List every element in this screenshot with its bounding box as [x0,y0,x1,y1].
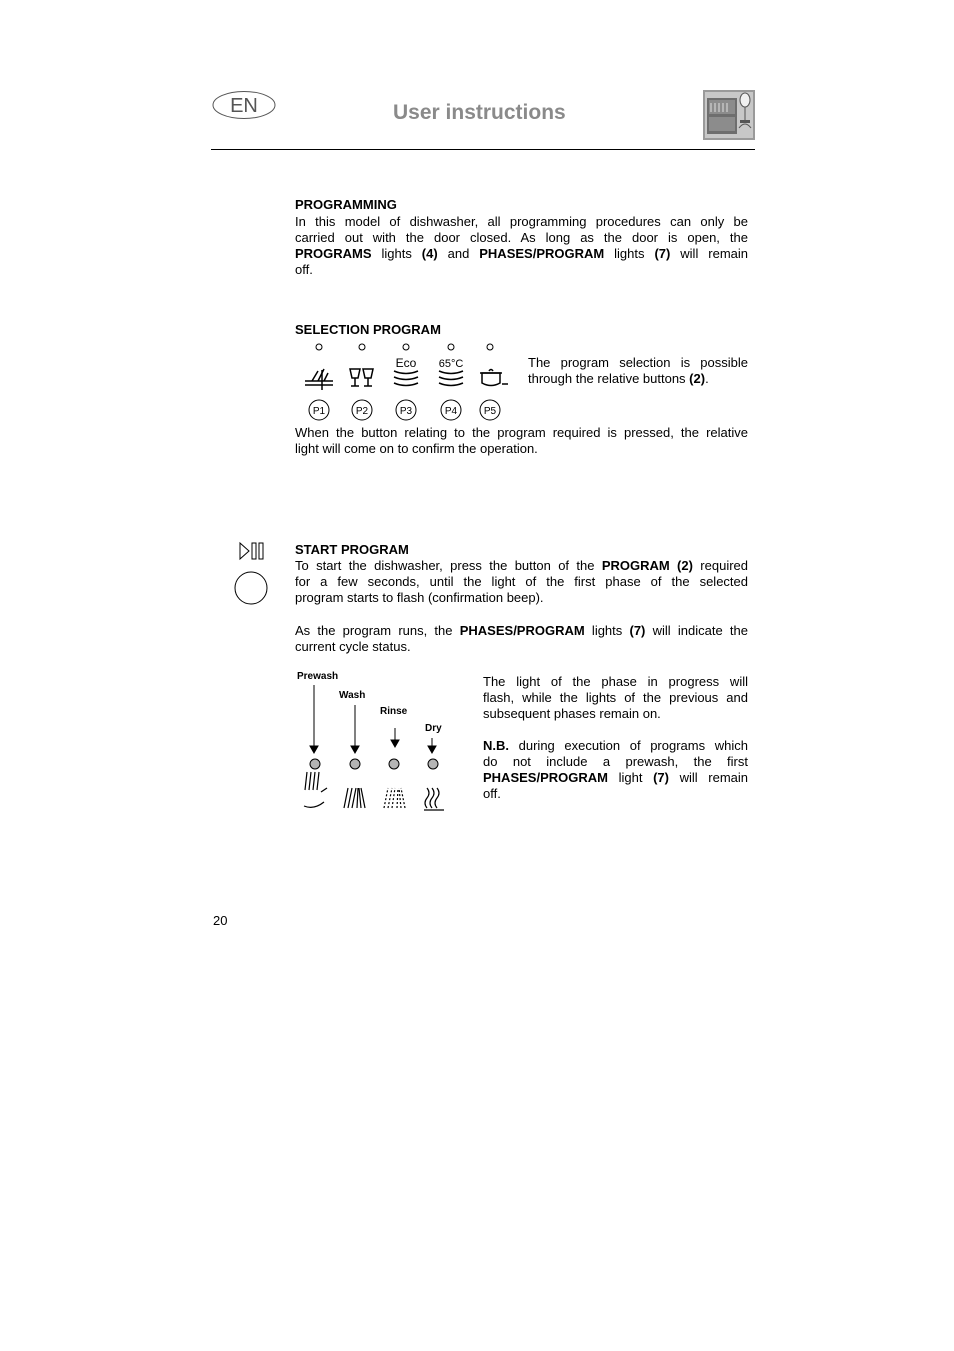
rinse-arrow [391,740,399,747]
phase-light-rinse [389,759,399,769]
prewash-spray-icon [304,772,327,807]
button-label-p1: P1 [312,406,326,417]
program-selection-panel [300,338,518,424]
eco-label: Eco [395,356,417,370]
start-p2-line-1 [295,623,748,639]
text-fragment: lights [604,246,655,261]
program-ref-2: PROGRAM (2) [601,558,693,573]
start-line-1 [295,558,748,574]
programming-paragraph [295,214,748,278]
text-fragment: during execution of programs which [509,738,748,753]
page-number: 20 [213,913,228,928]
wash-spray-icon [344,788,365,808]
phases-text [483,674,748,722]
nb-line-3 [483,770,748,786]
intensive-plates-icon [439,371,463,386]
phases-program-term: PHASES/PROGRAM [459,623,585,638]
programming-line-4: off. [295,262,313,277]
text-fragment: . [705,371,709,386]
nb-line-4: off. [483,786,501,801]
text-fragment: light [607,770,654,785]
nb-text [483,738,748,802]
selection-after-line-2: light will come on to confirm the operation. [295,441,538,456]
button-label-p4: P4 [444,406,458,417]
selection-heading: SELECTION PROGRAM [295,322,441,337]
language-badge-text: EN [230,95,258,117]
dry-arrow [428,746,436,753]
rinse-spray-icon [384,788,405,808]
programming-line-3 [295,246,748,262]
text-fragment: will remain [668,770,749,785]
ref-2: (2) [689,371,706,386]
selection-side-text [528,355,748,387]
language-badge [212,90,276,120]
start-button-icon [235,572,267,604]
text-fragment: lights [371,246,422,261]
button-label-p5: P5 [483,406,497,417]
button-label-p2: P2 [355,406,369,417]
ref-7: (7) [654,246,671,261]
selection-after-line-1: When the button relating to the program required is pressed, the relative [295,425,748,440]
programming-line-2: carried out with the door closed. As long as the door is open, the [295,230,748,245]
ref-7: (7) [629,623,646,638]
pot-program-icon [480,370,508,386]
phase-light-dry [428,759,438,769]
nb-line-1 [483,738,748,754]
text-fragment: required [692,558,748,573]
prewash-program-icon [305,369,333,390]
phase-label-prewash: Prewash [297,671,339,682]
phases-line-1: The light of the phase in progress will [483,674,748,689]
phases-diagram [296,666,456,816]
phases-program-term: PHASES/PROGRAM [479,246,605,261]
start-p2-line-2: current cycle status. [295,639,411,654]
program-light-p1 [316,344,322,350]
program-light-p2 [359,344,365,350]
program-light-p3 [403,344,409,350]
text-fragment: To start the dishwasher, press the button of the [295,558,602,573]
phase-label-wash: Wash [339,690,366,701]
prewash-arrow [310,746,318,753]
phases-line-2: flash, while the lights of the previous and [483,690,748,705]
start-paragraph-1 [295,558,748,606]
temp-label: 65°C [438,358,464,370]
selection-side-line-1: The program selection is possible [528,355,748,370]
phase-label-rinse: Rinse [380,706,408,717]
text-fragment: As the program runs, the [295,623,460,638]
phase-light-prewash [310,759,320,769]
wash-arrow [351,746,359,753]
phase-label-dry: Dry [425,723,442,734]
start-program-icons [232,541,272,609]
dishwasher-illustration-icon [703,90,755,140]
eco-plates-icon [394,371,418,386]
ref-7: (7) [653,770,669,785]
glasses-program-icon [350,369,373,386]
ref-4: (4) [421,246,438,261]
selection-after-text [295,425,748,457]
selection-side-line-2 [528,371,748,387]
dry-heat-icon [424,788,444,810]
phase-light-wash [350,759,360,769]
phases-program-term: PHASES/PROGRAM [483,770,608,785]
nb-label: N.B. [483,738,509,753]
program-light-p4 [448,344,454,350]
program-light-p5 [487,344,493,350]
start-heading: START PROGRAM [295,542,409,557]
programming-heading: PROGRAMMING [295,197,397,212]
nb-line-2: do not include a prewash, the first [483,754,748,769]
text-fragment: will indicate the [645,623,748,638]
text-fragment: lights [584,623,630,638]
phases-line-3: subsequent phases remain on. [483,706,661,721]
start-pause-icon [240,543,263,559]
programming-line-1: In this model of dishwasher, all programming procedures can only be [295,214,748,229]
button-label-p3: P3 [399,406,413,417]
start-paragraph-2 [295,623,748,655]
start-line-2: for a few seconds, until the light of the first phase of the selected [295,574,748,589]
text-fragment: will remain [670,246,749,261]
programs-term: PROGRAMS [295,246,372,261]
text-fragment: and [437,246,480,261]
start-line-3: program starts to flash (confirmation beep). [295,590,544,605]
page-title: User instructions [393,101,566,124]
header-divider [211,149,755,150]
text-fragment: through the relative buttons [528,371,690,386]
